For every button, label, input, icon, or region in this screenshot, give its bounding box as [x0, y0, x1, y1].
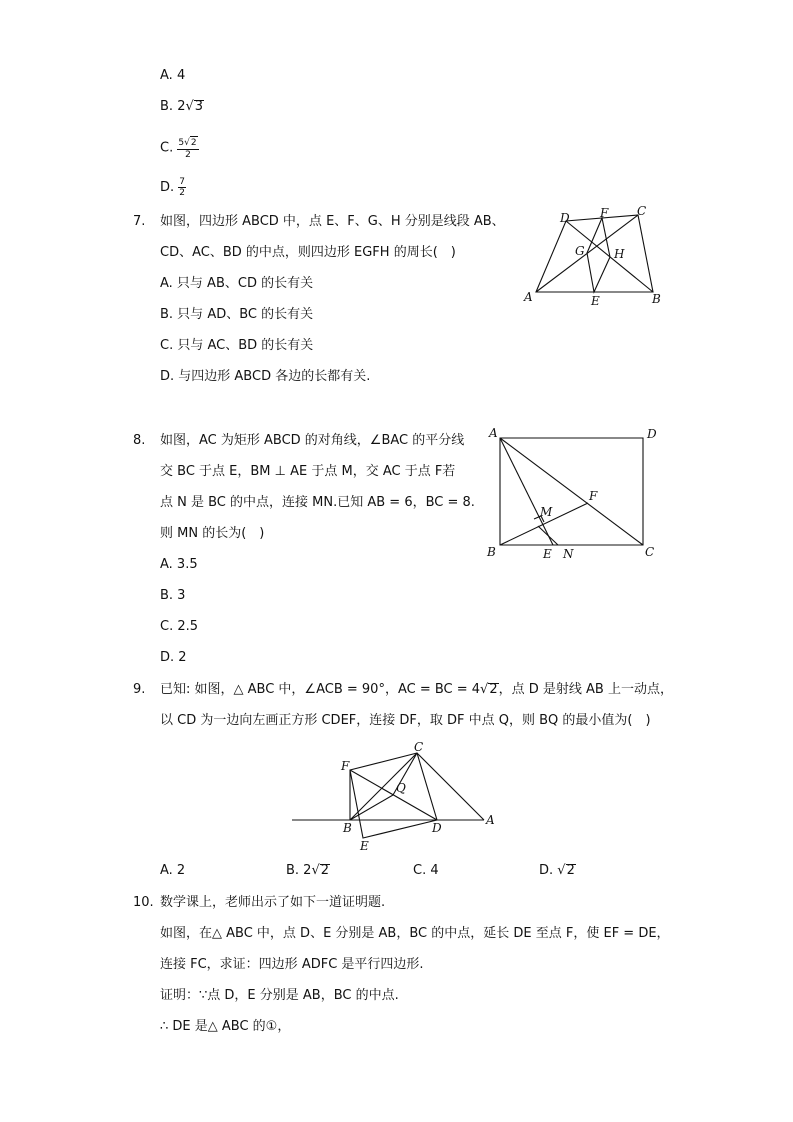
q8-stem-line4: 则 MN 的长为( ) — [160, 526, 265, 541]
q6-option-c-fraction: $\frac{5√2}{2}$ — [178, 138, 197, 160]
q10-stem-line3: 连接 FC，求证：四边形 ADFC 是平行四边形. — [160, 957, 424, 972]
q8-label-n: N — [563, 547, 574, 561]
q9-option-b: B. 2√2 — [286, 863, 330, 878]
q8-label-f: F — [589, 489, 598, 503]
q9-label-b: B — [343, 821, 352, 835]
q7-label-a: A — [524, 290, 533, 304]
q10-proof-line2: ∴ DE 是△ ABC 的①， — [160, 1019, 291, 1034]
q10-number: 10. — [133, 895, 154, 910]
q6-option-d: D. $\frac{7}{2}$ — [160, 177, 186, 198]
q7-option-a: A. 只与 AB、CD 的长有关 — [160, 276, 314, 291]
q9-stem-line2: 以 CD 为一边向左画正方形 CDEF，连接 DF，取 DF 中点 Q，则 BQ 的最小值为( ) — [160, 713, 651, 728]
q10-stem-line1: 数学课上，老师出示了如下一道证明题. — [160, 895, 386, 910]
q8-label-a: A — [489, 426, 498, 440]
q7-label-h: H — [614, 247, 625, 261]
q10-proof-line1: 证明：∵点 D，E 分别是 AB，BC 的中点. — [160, 988, 399, 1003]
q6-option-b: B. 2√3 — [160, 99, 204, 114]
q7-label-c: C — [637, 204, 647, 218]
q8-label-e: E — [543, 547, 552, 561]
q9-option-c: C. 4 — [413, 863, 439, 878]
q7-label-d: D — [560, 211, 570, 225]
q8-stem-line2: 交 BC 于点 E，BM ⊥ AE 于点 M，交 AC 于点 F若 — [160, 464, 456, 479]
q8-option-d: D. 2 — [160, 650, 187, 665]
q8-label-c: C — [645, 545, 655, 559]
q7-stem-line1: 如图，四边形 ABCD 中，点 E、F、G、H 分别是线段 AB、 — [160, 214, 505, 229]
q7-label-b: B — [652, 292, 661, 306]
q7-option-d: D. 与四边形 ABCD 各边的长都有关. — [160, 369, 371, 384]
q8-label-m: M — [540, 505, 553, 519]
q9-label-a: A — [486, 813, 495, 827]
q7-label-g: G — [575, 244, 585, 258]
q9-label-f: F — [341, 759, 350, 773]
q8-label-d: D — [647, 427, 657, 441]
q8-number: 8. — [133, 433, 146, 448]
q10-stem-line2: 如图，在△ ABC 中，点 D、E 分别是 AB，BC 的中点，延长 DE 至点 F，使 EF = DE， — [160, 926, 670, 941]
q7-label-e: E — [591, 294, 600, 308]
q8-option-c: C. 2.5 — [160, 619, 199, 634]
q9-stem-line1: 已知: 如图，△ ABC 中，∠ACB = 90°，AC = BC = 4√2，点 D 是射线 AB 上一动点， — [160, 682, 673, 697]
q9-label-c: C — [414, 740, 424, 754]
q7-label-f: F — [600, 206, 609, 220]
q8-option-a: A. 3.5 — [160, 557, 198, 572]
q8-stem-line3: 点 N 是 BC 的中点，连接 MN.已知 AB = 6，BC = 8. — [160, 495, 475, 510]
q6-option-c: C. $\frac{5√2}{2}$ — [160, 138, 197, 160]
q7-stem-line2: CD、AC、BD 的中点，则四边形 EGFH 的周长( ) — [160, 245, 456, 260]
q9-label-d: D — [432, 821, 442, 835]
q6-option-d-fraction: $\frac{7}{2}$ — [179, 177, 186, 198]
q9-option-a: A. 2 — [160, 863, 186, 878]
q7-number: 7. — [133, 214, 146, 229]
q9-number: 9. — [133, 682, 146, 697]
q9-label-q: Q — [396, 781, 406, 795]
q7-option-b: B. 只与 AD、BC 的长有关 — [160, 307, 314, 322]
q9-option-d: D. √2 — [539, 863, 575, 878]
q8-option-b: B. 3 — [160, 588, 186, 603]
q9-side-bc — [350, 753, 417, 820]
q9-label-e: E — [360, 839, 369, 853]
q8-label-b: B — [487, 545, 496, 559]
q6-option-a: A. 4 — [160, 68, 186, 83]
q7-option-c: C. 只与 AC、BD 的长有关 — [160, 338, 314, 353]
q8-stem-line1: 如图，AC 为矩形 ABCD 的对角线，∠BAC 的平分线 — [160, 433, 465, 448]
